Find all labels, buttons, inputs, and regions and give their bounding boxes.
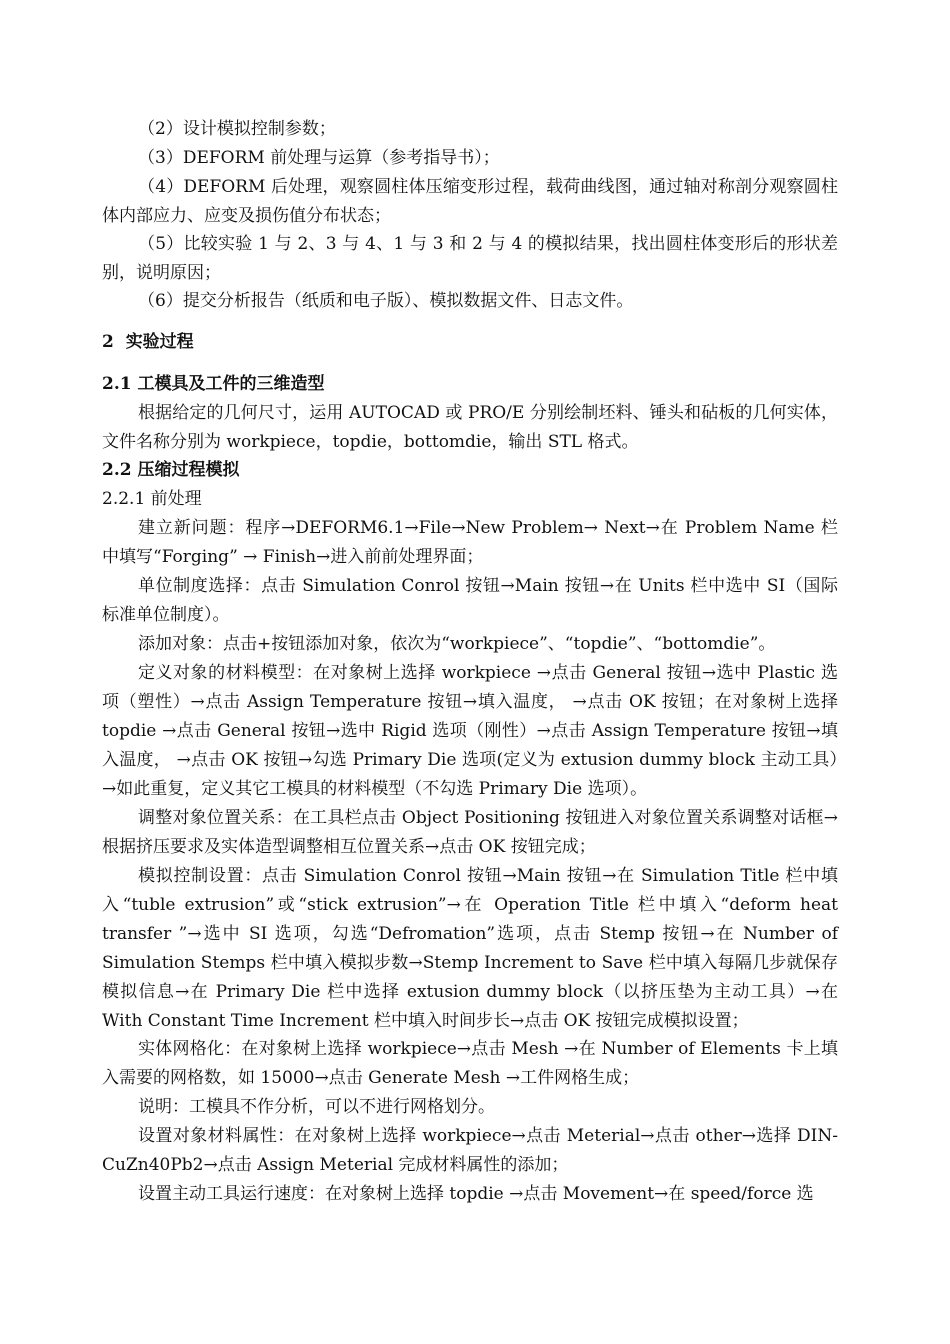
subsection-heading-2-2: 2.2 压缩过程模拟 (102, 460, 240, 480)
paragraph-die-speed: 设置主动工具运行速度：在对象树上选择 topdie →点击 Movement→在 speed/force 选 (138, 1184, 814, 1204)
step-item-3: （3）DEFORM 前处理与运算（参考指导书）； (138, 148, 500, 168)
section-heading-2 (102, 328, 194, 357)
step-item-6: （6）提交分析报告（纸质和电子版）、模拟数据文件、日志文件。 (138, 291, 634, 311)
paragraph-material-model: 定义对象的材料模型：在对象树上选择 workpiece →点击 General 按钮→选中 Plastic 选项（塑性）→点击 Assign Temperature 按钮→填入温度， →点击 OK 按钮；在对象树上选择 topdie →点击 General 按钮→选中 Rigid 选项（刚性）→点击 Assign Temperature 按钮→填入温度， →点击 OK 按钮→勾选 Primary Die 选项(定义为 extusion dummy block 主动工具）→如此重复，定义其它工模具的材料模型（不勾选 Primary Die 选项）。 (102, 663, 838, 799)
paragraph-meshing: 实体网格化：在对象树上选择 workpiece→点击 Mesh →在 Number of Elements 卡上填入需要的网格数，如 15000→点击 Generate Mesh →工件网格生成； (102, 1039, 838, 1088)
paragraph-note: 说明：工模具不作分析，可以不进行网格划分。 (138, 1097, 495, 1117)
paragraph-units: 单位制度选择：点击 Simulation Conrol 按钮→Main 按钮→在 Units 栏中选中 SI（国际标准单位制度）。 (102, 576, 838, 625)
subsection-heading-2-1: 2.1 工模具及工件的三维造型 (102, 374, 325, 394)
paragraph-material-property: 设置对象材料属性：在对象树上选择 workpiece→点击 Meterial→点击 other→选择 DIN-CuZn40Pb2→点击 Assign Meterial 完成材料属性的添加； (102, 1126, 838, 1175)
paragraph-positioning: 调整对象位置关系：在工具栏点击 Object Positioning 按钮进入对象位置关系调整对话框→根据挤压要求及实体造型调整相互位置关系→点击 OK 按钮完成； (102, 808, 838, 857)
section-title: 实验过程 (125, 332, 194, 352)
paragraph-simulation-control: 模拟控制设置：点击 Simulation Conrol 按钮→Main 按钮→在 Simulation Title 栏中填入“tuble extrusion”或“stick extrusion”→在 Operation Title 栏中填入“deform heat transfer ”→选中 SI 选项，勾选“Defromation”选项，点击 Stemp 按钮→在 Number of Simulation Stemps 栏中填入模拟步数→Stemp Increment to Save 栏中填入每隔几步就保存模拟信息→在 Primary Die 栏中选择 extusion dummy block（以挤压垫为主动工具）→在 With Constant Time Increment 栏中填入时间步长→点击 OK 按钮完成模拟设置； (102, 866, 838, 1031)
paragraph-modeling: 根据给定的几何尺寸，运用 AUTOCAD 或 PRO/E 分别绘制坯料、锤头和砧板的几何实体，文件名称分别为 workpiece，topdie，bottomdie，输出 STL 格式。 (102, 403, 838, 452)
section-number: 2 (102, 332, 114, 352)
paragraph-add-objects: 添加对象：点击+按钮添加对象，依次为“workpiece”、“topdie”、“bottomdie”。 (138, 634, 776, 654)
paragraph-new-problem: 建立新问题：程序→DEFORM6.1→File→New Problem→ Next→在 Problem Name 栏中填写“Forging” → Finish→进入前前处理界面； (102, 518, 838, 567)
step-item-2: （2）设计模拟控制参数； (138, 119, 336, 139)
step-item-4: （4）DEFORM 后处理，观察圆柱体压缩变形过程，载荷曲线图，通过轴对称剖分观察圆柱体内部应力、应变及损伤值分布状态； (102, 177, 838, 226)
step-item-5: （5）比较实验 1 与 2、3 与 4、1 与 3 和 2 与 4 的模拟结果，找出圆柱体变形后的形状差别，说明原因； (102, 234, 839, 283)
subsection-heading-2-2-1: 2.2.1 前处理 (102, 489, 202, 509)
